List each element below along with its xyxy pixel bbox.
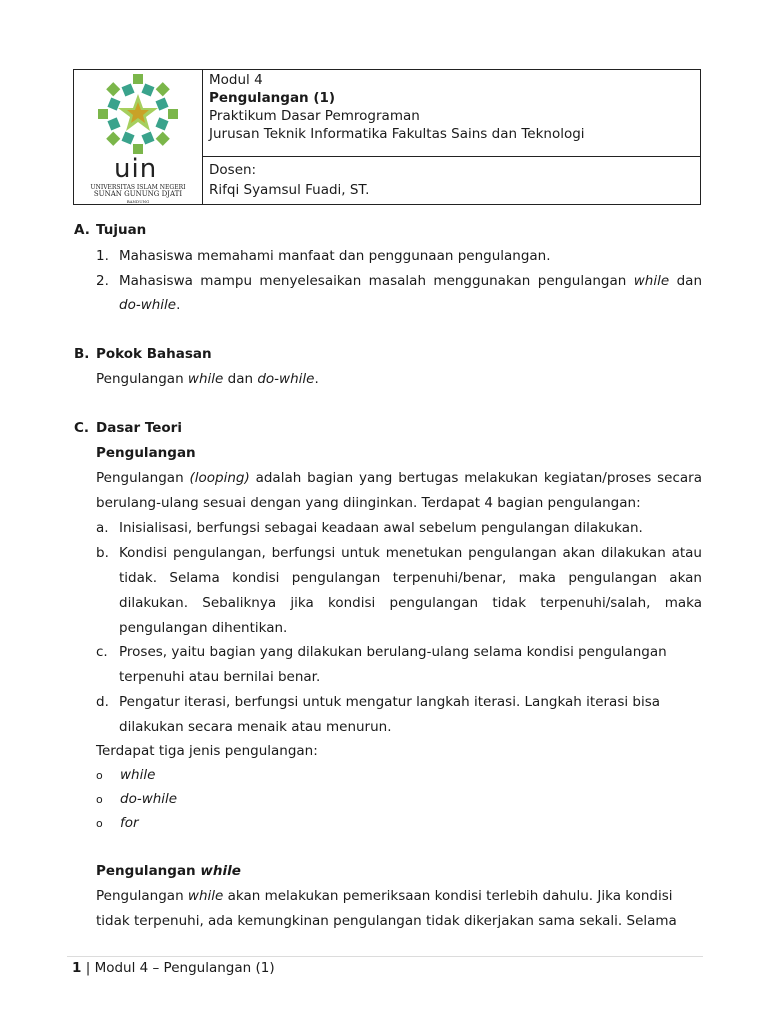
- lecturer-name: Rifqi Syamsul Fuadi, ST.: [209, 182, 370, 198]
- module-number: Modul 4: [209, 72, 263, 88]
- part-c-letter: c.: [96, 644, 108, 660]
- section-c-title: Dasar Teori: [96, 420, 182, 436]
- header-table: [73, 69, 701, 205]
- section-b-title: Pokok Bahasan: [96, 346, 212, 362]
- part-c-line1: Proses, yaitu bagian yang dilakukan berulang-ulang selama kondisi pengulangan: [119, 644, 667, 660]
- logo-text-line3: BANDUNG: [126, 199, 150, 204]
- uin-logo-icon: [84, 72, 192, 158]
- objective-1-num: 1.: [96, 248, 109, 264]
- part-a-line1: Inisialisasi, berfungsi sebagai keadaan awal sebelum pengulangan dilakukan.: [119, 520, 643, 536]
- part-d-line2: dilakukan secara menaik atau menurun.: [119, 719, 392, 735]
- page-number: 1: [72, 960, 82, 976]
- module-title: Pengulangan (1): [209, 90, 336, 106]
- types-intro: Terdapat tiga jenis pengulangan:: [96, 743, 318, 759]
- while-paragraph-line2: tidak terpenuhi, ada kemungkinan pengulangan tidak dikerjakan sama sekali. Selama: [96, 913, 677, 929]
- footer-divider: [67, 956, 703, 957]
- logo-cell: [74, 70, 203, 204]
- part-b-line3: dilakukan. Sebaliknya jika kondisi pengulangan tidak terpenuhi/salah, maka: [119, 595, 702, 611]
- type-for: for: [120, 815, 139, 831]
- part-b-line4: pengulangan dihentikan.: [119, 620, 288, 636]
- while-paragraph-line1: Pengulangan while akan melakukan pemeriksaan kondisi terlebih dahulu. Jika kondisi: [96, 888, 673, 904]
- footer-separator: |: [85, 960, 91, 976]
- part-b-line1: Kondisi pengulangan, berfungsi untuk menetukan pengulangan akan dilakukan atau: [119, 545, 702, 561]
- objective-2-line2: do-while.: [119, 297, 181, 313]
- bullet-icon: o: [96, 793, 103, 806]
- part-a-letter: a.: [96, 520, 109, 536]
- objective-2-num: 2.: [96, 273, 109, 289]
- course-name: Praktikum Dasar Pemrograman: [209, 108, 420, 124]
- module-info-cell: [203, 70, 700, 157]
- intro-line2: berulang-ulang sesuai dengan yang diinginkan. Terdapat 4 bagian pengulangan:: [96, 495, 641, 511]
- footer-text: Modul 4 – Pengulangan (1): [94, 960, 275, 976]
- objective-1-text: Mahasiswa memahami manfaat dan penggunaan pengulangan.: [119, 248, 551, 264]
- part-d-line1: Pengatur iterasi, berfungsi untuk mengatur langkah iterasi. Langkah iterasi bisa: [119, 694, 661, 710]
- section-a-title: Tujuan: [96, 222, 147, 238]
- logo-text-line2: SUNAN GUNUNG DJATI: [93, 190, 183, 198]
- section-a-letter: A.: [74, 222, 90, 238]
- section-b-text: Pengulangan while dan do-while.: [96, 371, 319, 387]
- intro-line1: Pengulangan (looping) adalah bagian yang bertugas melakukan kegiatan/proses secara: [96, 470, 702, 486]
- footer: [72, 960, 275, 976]
- section-c-letter: C.: [74, 420, 90, 436]
- section-c-subtitle: Pengulangan: [96, 445, 196, 461]
- part-b-letter: b.: [96, 545, 109, 561]
- type-while: while: [120, 767, 156, 783]
- bullet-icon: o: [96, 817, 103, 830]
- part-b-line2: tidak. Selama kondisi pengulangan terpenuhi/benar, maka pengulangan akan: [119, 570, 702, 586]
- logo-text-line1: UNIVERSITAS ISLAM NEGERI: [90, 184, 186, 191]
- logo-wordmark: uin: [114, 154, 158, 184]
- lecturer-label: Dosen:: [209, 162, 257, 178]
- bullet-icon: o: [96, 769, 103, 782]
- section-b-letter: B.: [74, 346, 90, 362]
- logo-university-name: [78, 184, 198, 205]
- lecturer-cell: [203, 158, 700, 204]
- department-name: Jurusan Teknik Informatika Fakultas Sains dan Teknologi: [209, 126, 585, 142]
- part-c-line2: terpenuhi atau bernilai benar.: [119, 669, 321, 685]
- objective-2-line1: Mahasiswa mampu menyelesaikan masalah menggunakan pengulangan while dan: [119, 273, 703, 289]
- while-heading: Pengulangan while: [96, 863, 241, 879]
- type-do-while: do-while: [120, 791, 178, 807]
- part-d-letter: d.: [96, 694, 109, 710]
